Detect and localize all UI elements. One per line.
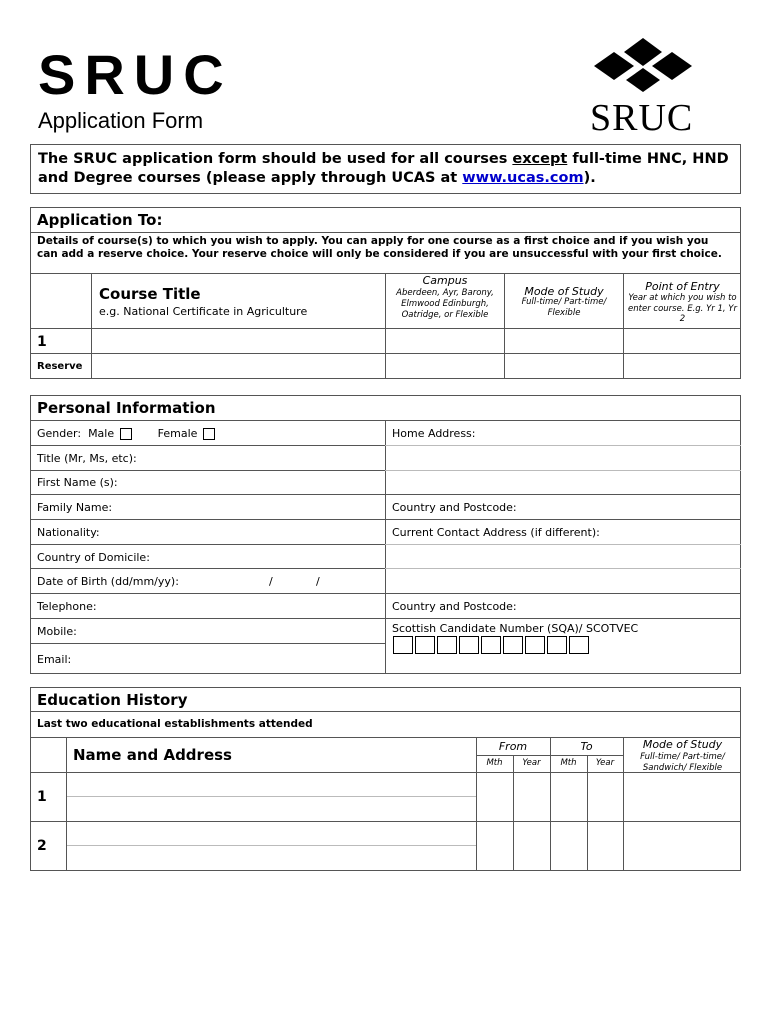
title-field: Title (Mr, Ms, etc): [37,452,137,465]
from-month-header: Mth [486,758,503,768]
scn-digit-box[interactable] [503,636,523,654]
brand-title: SRUC [38,43,233,106]
edu-mode-header: Mode of Study [642,738,723,751]
scn-digit-box[interactable] [459,636,479,654]
mode-of-study-note: Full-time/ Part-time/ Flexible [521,297,607,318]
candidate-number-field: Scottish Candidate Number (SQA)/ SCOTVEC [392,622,639,635]
point-of-entry-header: Point of Entry [645,280,720,293]
except-emphasis: except [512,151,568,167]
to-year-header: Year [595,758,615,768]
home-address-field: Home Address: [392,427,476,440]
country-postcode-field-2: Country and Postcode: [392,600,517,613]
scn-digit-box[interactable] [569,636,589,654]
dob-slash-2: / [316,575,320,588]
family-name-field: Family Name: [37,501,113,514]
mobile-field: Mobile: [37,625,77,638]
first-name-field: First Name (s): [37,476,118,489]
campus-note: Aberdeen, Ayr, Barony, Elmwood Edinburgh, Oatridge, or Flexible [396,288,494,320]
edu-mode-note: Full-time/ Part-time/ Sandwich/ Flexible [640,752,725,773]
education-title: Education History [37,691,188,709]
name-address-header: Name and Address [73,746,232,764]
mode-of-study-header: Mode of Study [524,285,604,298]
application-title: Application To: [37,211,163,229]
course-example: e.g. National Certificate in Agriculture [99,305,308,318]
scn-digit-box[interactable] [525,636,545,654]
ucas-link[interactable]: www.ucas.com [462,170,584,186]
domicile-field: Country of Domicile: [37,551,150,564]
sruc-logo [586,36,700,140]
form-subtitle: Application Form [38,108,204,133]
scn-digit-box[interactable] [415,636,435,654]
dob-slash-1: / [269,575,273,588]
telephone-field: Telephone: [37,600,97,613]
nationality-field: Nationality: [37,526,100,539]
scn-digit-box[interactable] [437,636,457,654]
scn-digit-box[interactable] [393,636,413,654]
to-header: To [580,740,593,753]
diamond-logo-icon [586,36,700,98]
male-checkbox[interactable] [120,428,132,440]
education-section [30,687,741,871]
email-field: Email: [37,653,72,666]
course-title-header: Course Title [99,285,201,303]
application-description: Details of course(s) to which you wish to apply. You can apply for one course as a first choice and if you wish you can add a reserve choice. Your reserve choice will only be considered if you are unsuccessful with your first choice. [37,235,722,260]
campus-header: Campus [422,274,468,287]
scn-digit-box[interactable] [547,636,567,654]
edu-row-2-label: 2 [37,838,47,854]
scn-digit-box[interactable] [481,636,501,654]
contact-address-field: Current Contact Address (if different): [392,526,600,539]
dob-field: Date of Birth (dd/mm/yy): [37,575,179,588]
point-of-entry-note: Year at which you wish to enter course. E.g. Yr 1, Yr 2 [628,293,737,324]
to-month-header: Mth [560,758,577,768]
from-header: From [498,740,528,753]
first-choice-label: 1 [37,334,47,350]
first-choice-course-input[interactable] [92,329,385,353]
reserve-label: Reserve [37,361,83,372]
personal-title: Personal Information [37,399,216,417]
female-checkbox[interactable] [203,428,215,440]
reserve-course-input[interactable] [92,354,385,378]
gender-field: Gender: Male Female [37,427,215,440]
from-year-header: Year [522,758,541,768]
education-subtitle: Last two educational establishments attended [37,718,313,730]
edu-row-1-label: 1 [37,789,47,805]
country-postcode-field-1: Country and Postcode: [392,501,517,514]
logo-wordmark: SRUC [590,97,694,139]
intro-notice: The SRUC application form should be used for all courses except full-time HNC, HND and Degree courses (please apply through UCAS at www.ucas.com). [30,144,741,194]
